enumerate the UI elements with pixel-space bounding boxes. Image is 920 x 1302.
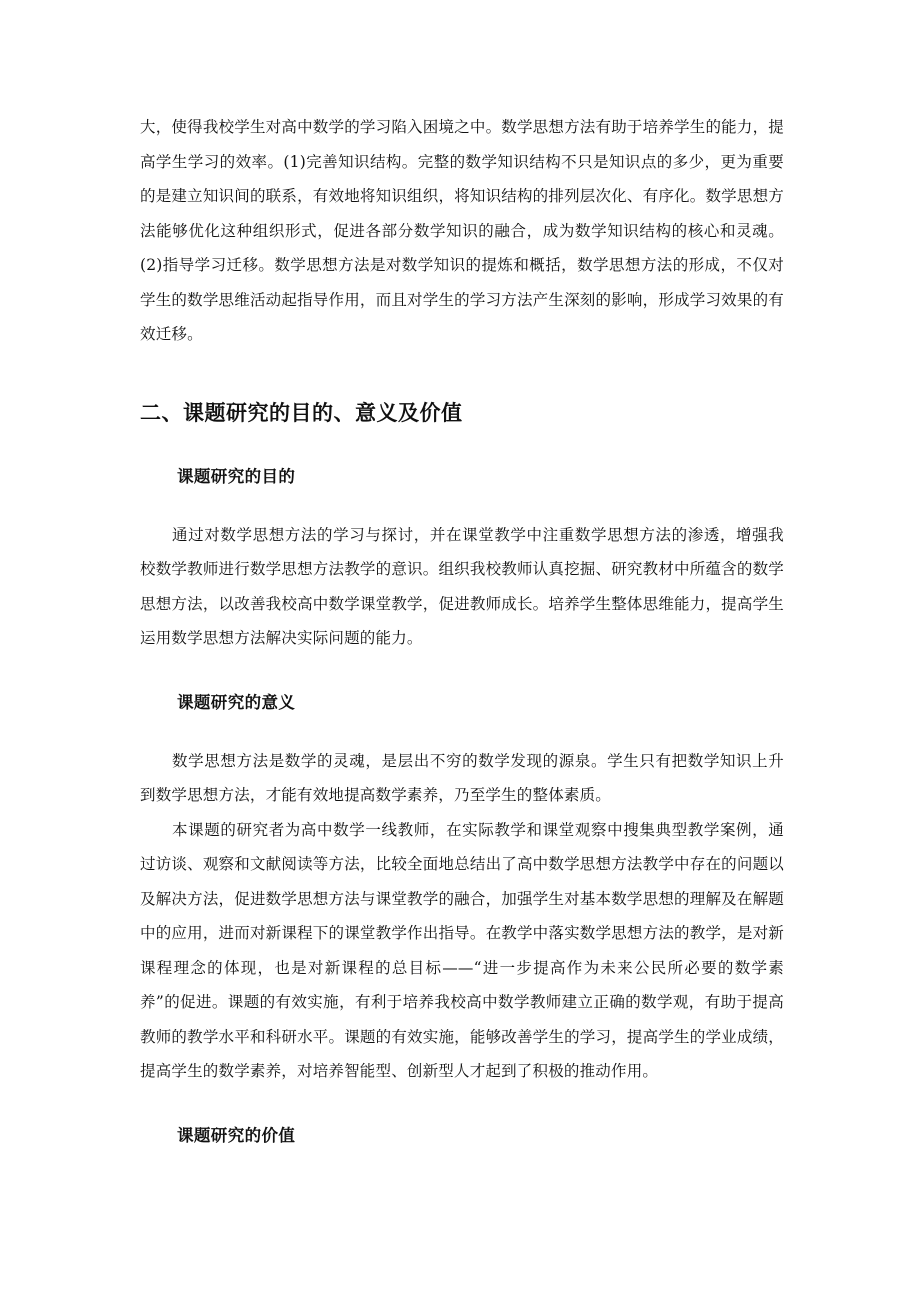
section-heading: 二、课题研究的目的、意义及价值 (140, 400, 463, 425)
value-heading: 课题研究的价值 (177, 1125, 296, 1145)
intro-paragraph: 大，使得我校学生对高中数学的学习陷入困境之中。数学思想方法有助于培养学生的能力，提高学生学习的效率。(1)完善知识结构。完整的数学知识结构不只是知识点的多少，更为重要的是建立知识间的联系，有效地将知识组织，将知识结构的排列层次化、有序化。数学思想方法能够优化这种组织形式，促进各部分数学知识的融合，成为数学知识结构的核心和灵魂。(2)指导学习迁移。数学思想方法是对数学知识的提炼和概括，数学思想方法的形成，不仅对学生的数学思维活动起指导作用，而且对学生的学习方法产生深刻的影响，形成学习效果的有效迁移。 (140, 118, 784, 343)
purpose-paragraph: 通过对数学思想方法的学习与探讨，并在课堂教学中注重数学思想方法的渗透，增强我校数学教师进行数学思想方法教学的意识。组织我校教师认真挖掘、研究教材中所蕴含的数学思想方法，以改善我校高中数学课堂教学，促进教师成长。培养学生整体思维能力，提高学生运用数学思想方法解决实际问题的能力。 (140, 525, 784, 647)
document-page (140, 0, 784, 1149)
purpose-heading: 课题研究的目的 (177, 466, 296, 486)
significance-paragraph-1: 数学思想方法是数学的灵魂，是层出不穷的数学发现的源泉。学生只有把数学知识上升到数学思想方法，才能有效地提高数学素养，乃至学生的整体素质。 (140, 751, 784, 804)
significance-heading: 课题研究的意义 (177, 692, 296, 712)
significance-paragraph-2: 本课题的研究者为高中数学一线教师，在实际教学和课堂观察中搜集典型教学案例，通过访谈、观察和文献阅读等方法，比较全面地总结出了高中数学思想方法教学中存在的问题以及解决方法，促进数学思想方法与课堂教学的融合，加强学生对基本数学思想的理解及在解题中的应用，进而对新课程下的课堂教学作出指导。在教学中落实数学思想方法的教学，是对新课程理念的体现，也是对新课程的总目标——“进一步提高作为未来公民所必要的数学素养”的促进。课题的有效实施，有利于培养我校高中数学教师建立正确的数学观，有助于提高教师的教学水平和科研水平。课题的有效实施，能够改善学生的学习，提高学生的学业成绩，提高学生的数学素养，对培养智能型、创新型人才起到了积极的推动作用。 (140, 820, 784, 1080)
